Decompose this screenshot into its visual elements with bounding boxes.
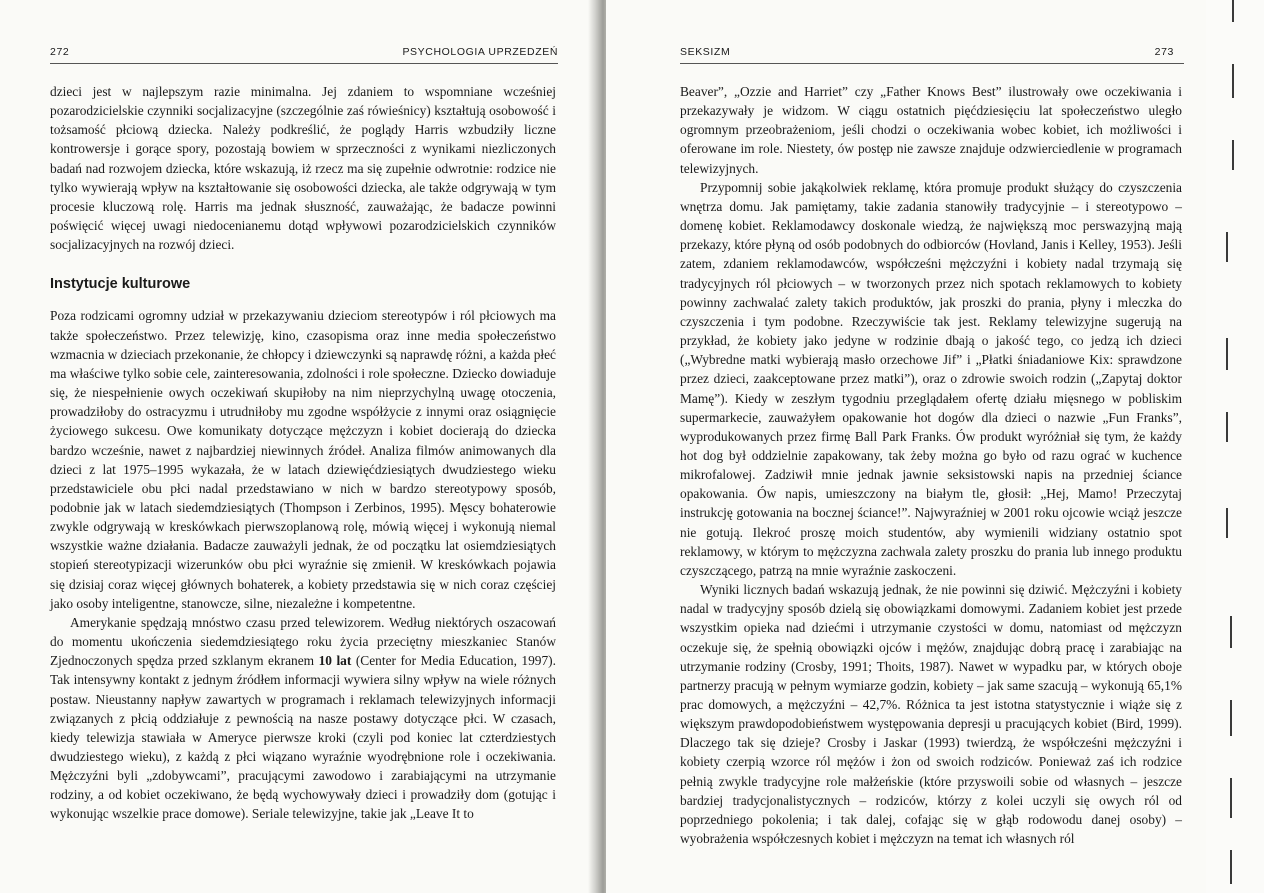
right-paragraph-1: Beaver”, „Ozzie and Harriet” czy „Father Knows Best” ilustrowały owe oczekiwania i przekazywały je widzom. W ciągu ostatnich pięćdziesięciu lat społeczeństwo uległo ogromnym przeobrażeniom, jeśli chodzi o oczekiwania wobec kobiet, ich możliwości i oferowane im role. Niestety, ów postęp nie zawsze znajduje odzwierciedlenie w programach telewizyjnych. — [680, 84, 1182, 176]
right-running-head: SEKSIZM — [680, 46, 731, 58]
left-paragraph-3 — [50, 613, 556, 824]
left-page-number: 272 — [50, 46, 70, 58]
left-body-text — [50, 82, 556, 824]
left-header-rule — [50, 63, 558, 64]
right-header-rule — [680, 63, 1184, 64]
section-heading: Instytucje kulturowe — [50, 276, 191, 293]
right-page-number: 273 — [1154, 46, 1174, 58]
right-paragraph-3: Wyniki licznych badań wskazują jednak, że nie powinni się dziwić. Mężczyźni i kobiety nadal w tradycyjny sposób dzielą się obowiązkami domowymi. Zadaniem kobiet jest przede wszystkim opieka nad dziećmi i utrzymanie czystości w domu, natomiast od mężczyzn oczekuje się, że spełnią obowiązki ojców i mężów, znajdując dobrą pracę i zarabiając na utrzymanie rodziny (Crosby, 1991; Thoits, 1987). Nawet w wypadku par, w których oboje partnerzy pracują w pełnym wymiarze godzin, kobiety – jak same szacują – wykonują 65,1% prac domowych, a mężczyźni – 42,7%. Różnica ta jest istotna statystycznie i wiąże się z większym prawdopodobieństwem występowania depresji u pracujących kobiet (Bird, 1999). Dlaczego tak się dzieje? Crosby i Jaskar (1993) twierdzą, że współcześni mężczyźni i kobiety czerpią wzorce ról mężów i żon od swoich rodziców. Ponieważ zaś ich rodzice pełnią zwykle tradycyjne role małżeńskie (które przyswoili sobie od własnych – jeszcze bardziej tradycjonalistycznych – rodziców, którzy z kolei uczyli się owych ról od poprzedniego pokolenia; i tak dalej, cofając się w głąb rodowodu danej osoby) – wyobrażenia współczesnych kobiet i mężczyzn na temat ich własnych ról — [680, 582, 1182, 847]
left-paragraph-3-bold: 10 lat — [318, 653, 352, 669]
right-page — [606, 0, 1206, 893]
left-paragraph-3-start: Amerykanie spędzają mnóstwo czasu przed telewizorem. Według niektórych oszacowań do momentu ukończenia siedemdziesiątego roku życia przeciętny mieszkaniec Stanów Zjednoczonych spędza przed szklanym ekranem — [50, 614, 556, 669]
edge-mark — [1226, 232, 1228, 262]
right-paragraph-2: Przypomnij sobie jakąkolwiek reklamę, która promuje produkt służący do czyszczenia wnętrza domu. Jak pamiętamy, takie zadania stanowiły tradycyjnie – i stereotypowo – domenę kobiet. Reklamodawcy doskonale wiedzą, że największą moc perswazyjną mają przekazy, które płyną od osób podobnych do odbiorców (Hovland, Janis i Kelley, 1953). Jeśli zatem, zdaniem reklamodawców, współcześni mężczyźni i kobiety nadal trzymają się tradycyjnych ról płciowych – w tworzonych przez nich spotach reklamowych to kobiety powinny zachwalać zalety takich produktów, jak proszki do prania, płyny i mleczka do czyszczenia i tym podobne. Rzeczywiście tak jest. Reklamy telewizyjne sugerują na przykład, że kobiety jako jedyne w rodzinie dbają o jakość tego, co jedzą ich dzieci („Wybredne matki wybierają masło orzechowe Jif” i „Płatki śniadaniowe Kix: sprawdzone przez dzieci, zaakceptowane przez matki”), oraz o zdrowie swoich rodzin („Zapytaj doktor Mamę”). Kiedy w zeszłym tygodniu przeglądałem ofertę działu mięsnego w pobliskim supermarkecie, zauważyłem opakowanie hot dogów dla dzieci o nazwie „Fun Franks”, wyprodukowanych przez firmę Ball Park Franks. Ów produkt wyróżniał się tym, że każdy hot dog był oddzielnie zapakowany, tak żeby można go było od razu ograć w kuchence mikrofalowej. Zadziwił mnie jednak jawnie seksistowski napis na przedniej ściance opakowania. Ów napis, umieszczony na białym tle, głosił: „Hej, Mamo! Przeczytaj instrukcję gotowania na bocznej ściance!”. Najwyraźniej w 2001 roku ojcowie wciąż jeszcze nie gotują. Ilekroć proszę moich studentów, aby wymienili widziany ostatnio spot reklamowy, w którym to mężczyzna zachwala zalety proszku do prania lub innego produktu czyszczącego, patrzą na mnie wyraźnie zaskoczeni. — [680, 179, 1182, 578]
left-paragraph-2: Poza rodzicami ogromny udział w przekazywaniu dzieciom stereotypów i ról płciowych ma także społeczeństwo. Przez telewizję, kino, czasopisma oraz inne media społeczeństwo wzmacnia w dzieciach przekonanie, że chłopcy i dziewczynki są naprawdę różni, a każda płeć ma właściwe tylko sobie cele, zainteresowania, zdolności i role społeczne. Dziecko dowiaduje się, że niespełnienie owych oczekiwań skupiłoby na nim nieprzychylną uwagę otoczenia, prowadziłoby do ostracyzmu i utrudniłoby mu zgodne współżycie z innymi oraz osiągnięcie życiowego sukcesu. Owe komunikaty dotyczące mężczyzn i kobiet docierają do dziecka bardzo wcześnie, nawet z najbardziej niewinnych źródeł. Analiza filmów animowanych dla dzieci z lat 1975–1995 wykazała, że w latach dziewięćdziesiątych dwudziestego wieku przedstawiciele obu płci nadal przedstawiano w nich w bardzo stereotypowy sposób, podobnie jak w latach siedemdziesiątych (Thompson i Zerbinos, 1995). Męscy bohaterowie zwykle odgrywają w kreskówkach pierwszoplanową rolę, mówią więcej i wykonują niemal wszystkie ważne działania. Badacze zauważyli jednak, że od początku lat osiemdziesiątych stopień stereotypizacji wizerunków obu płci wyraźnie się zmienił. W kreskówkach pojawia się dzisiaj coraz więcej głównych bohaterek, a kobiety przedstawia się w nich coraz częściej jako osoby inteligentne, stanowcze, silne, niezależne i kompetentne. — [50, 308, 556, 611]
edge-mark — [1226, 338, 1228, 370]
edge-mark — [1226, 412, 1228, 442]
edge-mark — [1230, 850, 1232, 884]
left-paragraph-3-end: (Center for Media Education, 1997). Tak intensywny kontakt z jednym źródłem informacji wywiera silny wpływ na wiele różnych postaw. Nieustanny napływ zawartych w programach i reklamach telewizyjnych informacji związanych z płcią oddziałuje z pewnością na nasze postawy dotyczące płci. W czasach, kiedy telewizja stawiała w Ameryce pierwsze kroki (czyli pod koniec lat czterdziestych dwudziestego wieku), z każdą z płci wiązano wyraźnie wyodrębnione role i oczekiwania. Mężczyźni byli „zdobywcami”, pracującymi zawodowo i zarabiającymi na utrzymanie rodziny, a od kobiet oczekiwano, że będą wychowywały dzieci i prowadziły dom (gotując i wykonując wszelkie prace domowe). Seriale telewizyjne, takie jak „Leave It to — [50, 653, 556, 822]
edge-mark — [1230, 616, 1232, 648]
edge-mark — [1232, 140, 1234, 170]
edge-mark — [1226, 508, 1228, 538]
right-body-text — [680, 82, 1182, 848]
left-page — [0, 0, 590, 893]
left-running-head: PSYCHOLOGIA UPRZEDZEŃ — [402, 46, 558, 58]
edge-mark — [1230, 778, 1232, 818]
right-margin-edge — [1206, 0, 1264, 893]
left-paragraph-1: dzieci jest w najlepszym razie minimalna. Jej zdaniem to wspomniane wcześniej pozarodzicielskie czynniki socjalizacyjne (szczególnie zaś rówieśnicy) kształtują osobowość i tożsamość płciową dziecka. Należy podkreślić, że poglądy Harris wzbudziły liczne kontrowersje i gorące spory, pozostają bowiem w sprzeczności z wynikami niezliczonych badań nad rozwojem dziecka, które wskazują, iż rzecz ma się zupełnie odwrotnie: rodzice nie tylko wywierają wpływ na kształtowanie się osobowości dziecka, ale także odgrywają w tym procesie kluczową rolę. Harris ma jednak słuszność, zauważając, że badacze powinni poświęcić więcej uwagi niedocenianemu dotąd wpływowi pozarodzicielskich czynników socjalizacyjnych na rozwój dzieci. — [50, 84, 556, 253]
edge-mark — [1232, 64, 1234, 98]
edge-mark — [1232, 0, 1234, 22]
edge-mark — [1230, 700, 1232, 736]
